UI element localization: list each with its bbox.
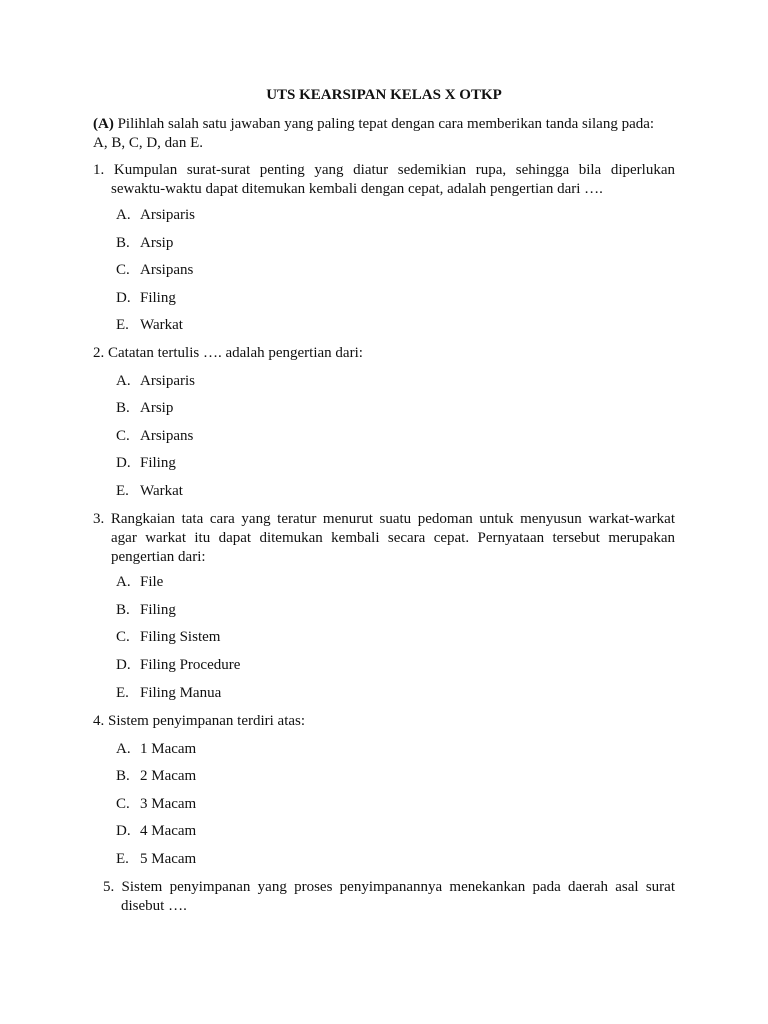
option-text: Arsipans (140, 262, 194, 278)
question-3-line-3: pengertian dari: (111, 549, 206, 565)
option-letter: B. (116, 400, 130, 416)
instruction-line-2: A, B, C, D, dan E. (93, 135, 203, 151)
option-text: Warkat (140, 483, 183, 499)
option-text: Filing (140, 290, 176, 306)
option-text: Filing (140, 455, 176, 471)
question-1-option-d (116, 289, 176, 308)
question-4-option-d (116, 822, 196, 841)
instruction-text (93, 115, 675, 153)
option-letter: B. (116, 768, 130, 784)
option-text: Arsiparis (140, 373, 195, 389)
option-letter: B. (116, 602, 130, 618)
question-1-option-b (116, 234, 173, 253)
option-letter: C. (116, 428, 130, 444)
question-5 (103, 878, 675, 916)
option-letter: E. (116, 317, 129, 333)
option-letter: C. (116, 262, 130, 278)
question-1-option-a (116, 206, 195, 225)
page-title: UTS KEARSIPAN KELAS X OTKP (266, 87, 502, 103)
option-text: Arsiparis (140, 207, 195, 223)
option-text: 4 Macam (140, 823, 197, 839)
option-letter: A. (116, 741, 131, 757)
question-5-line-2: disebut …. (121, 898, 187, 914)
question-2-option-a (116, 372, 195, 391)
question-4-option-e (116, 850, 196, 869)
option-text: Filing Procedure (140, 657, 241, 673)
option-text: Arsip (140, 400, 174, 416)
question-1-option-c (116, 261, 193, 280)
question-1-option-e (116, 316, 183, 335)
instruction-prefix: (A) (93, 116, 114, 132)
option-letter: B. (116, 235, 130, 251)
question-1-line-1: 1. Kumpulan surat-surat penting yang diatur sedemikian rupa, sehingga bila diperlukan (93, 162, 675, 178)
option-text: 5 Macam (140, 851, 197, 867)
option-text: Arsip (140, 235, 174, 251)
option-letter: D. (116, 290, 131, 306)
question-3-option-d (116, 656, 240, 675)
question-4-option-a (116, 740, 196, 759)
question-2-option-c (116, 427, 193, 446)
option-letter: D. (116, 657, 131, 673)
question-4 (93, 712, 675, 731)
question-1 (93, 161, 675, 199)
question-3-option-a (116, 573, 163, 592)
question-2 (93, 344, 675, 363)
instruction-line-1 (93, 115, 675, 134)
option-text: File (140, 574, 164, 590)
question-2-option-b (116, 399, 173, 418)
question-3-option-b (116, 601, 176, 620)
question-5-line-1: 5. Sistem penyimpanan yang proses penyimpanannya menekankan pada daerah asal surat (103, 879, 675, 895)
option-letter: C. (116, 796, 130, 812)
option-letter: C. (116, 629, 130, 645)
option-text: Warkat (140, 317, 183, 333)
option-letter: D. (116, 823, 131, 839)
option-letter: E. (116, 685, 129, 701)
question-3-line-1: 3. Rangkaian tata cara yang teratur menurut suatu pedoman untuk menyusun warkat-warkat (93, 511, 675, 527)
option-letter: A. (116, 207, 131, 223)
instruction-body: Pilihlah salah satu jawaban yang paling tepat dengan cara memberikan tanda silang pada: (113, 116, 655, 132)
question-4-option-b (116, 767, 196, 786)
option-text: 3 Macam (140, 796, 197, 812)
option-letter: A. (116, 373, 131, 389)
question-4-line-1: 4. Sistem penyimpanan terdiri atas: (93, 713, 306, 729)
option-letter: E. (116, 483, 129, 499)
question-3 (93, 510, 675, 567)
option-letter: E. (116, 851, 129, 867)
question-3-option-e (116, 684, 221, 703)
question-3-option-c (116, 628, 220, 647)
option-text: Arsipans (140, 428, 194, 444)
option-text: 1 Macam (140, 741, 197, 757)
option-text: Filing Sistem (140, 629, 221, 645)
question-3-line-2: agar warkat itu dapat ditemukan kembali secara cepat. Pernyataan tersebut merupakan (111, 530, 675, 546)
option-letter: A. (116, 574, 131, 590)
question-4-option-c (116, 795, 196, 814)
option-text: Filing Manua (140, 685, 222, 701)
question-2-option-e (116, 482, 183, 501)
option-letter: D. (116, 455, 131, 471)
question-1-line-2: sewaktu-waktu dapat ditemukan kembali dengan cepat, adalah pengertian dari …. (111, 181, 603, 197)
question-2-line-1: 2. Catatan tertulis …. adalah pengertian dari: (93, 345, 363, 361)
option-text: 2 Macam (140, 768, 197, 784)
option-text: Filing (140, 602, 176, 618)
question-2-option-d (116, 454, 176, 473)
